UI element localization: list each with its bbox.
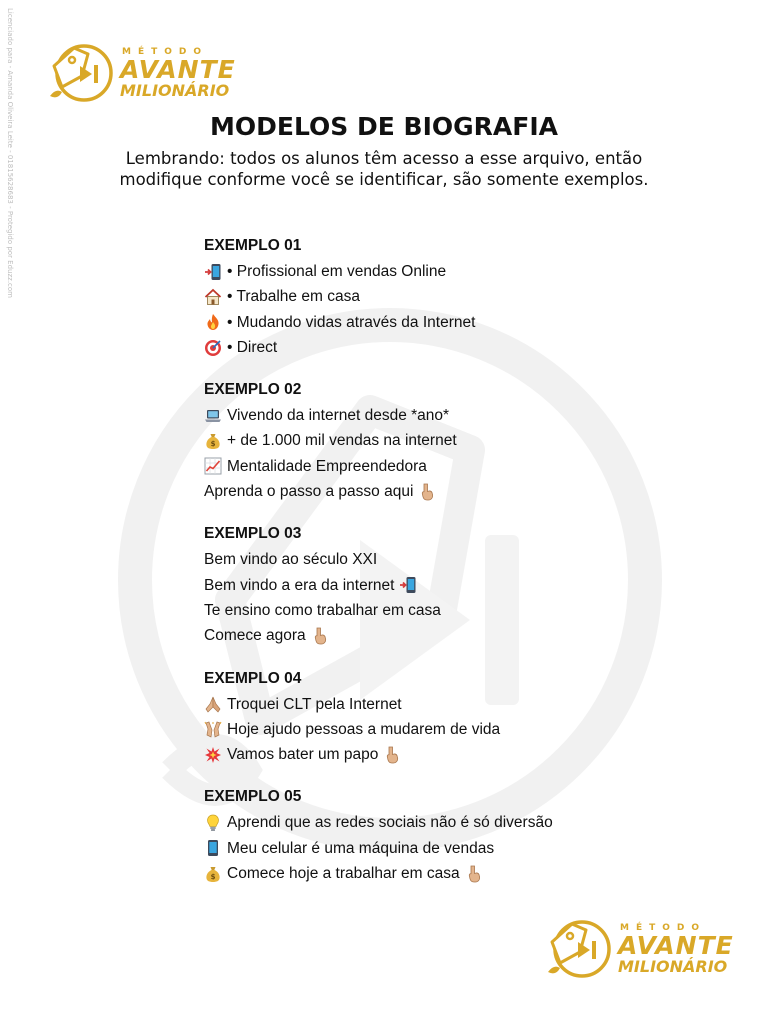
pointing-down-icon: [418, 483, 436, 501]
brand-logo-bottom: [542, 918, 734, 980]
mobile-phone-icon: [204, 839, 222, 857]
laptop-icon: [204, 407, 222, 425]
rocket-logo-icon: [44, 42, 116, 104]
examples-list: [204, 236, 724, 906]
chart-increasing-icon: [204, 457, 222, 475]
bio-line-text: • Direct: [227, 338, 278, 356]
bio-line-text: • Profissional em vendas Online: [227, 263, 447, 280]
mobile-phone-arrow-icon: [204, 263, 222, 281]
bio-line-text: Mentalidade Empreendedora: [227, 457, 427, 475]
bio-line-text: Comece hoje a trabalhar em casa: [227, 865, 460, 883]
logo-milionario-text: MILIONÁRIO: [618, 956, 728, 976]
pointing-down-icon: [383, 746, 401, 764]
bio-line-text: Bem vindo a era da internet: [204, 576, 395, 594]
folded-hands-icon: [204, 695, 222, 713]
intro-line: modifique conforme você se identificar, são somente exemplos.: [119, 170, 649, 189]
bio-line-text: Aprenda o passo a passo aqui: [204, 483, 414, 501]
money-bag-icon: [204, 432, 222, 450]
example-block: [204, 669, 724, 768]
logo-metodo-text: MÉTODO: [122, 46, 209, 57]
bio-line: [204, 335, 724, 360]
example-block: [204, 524, 724, 648]
bio-line: [204, 717, 724, 742]
pointing-down-icon: [311, 627, 329, 645]
rocket-logo-icon: [542, 918, 614, 980]
example-title: EXEMPLO 02: [204, 381, 302, 399]
money-bag-icon: [204, 865, 222, 883]
bio-line: [204, 598, 724, 623]
bio-line: [204, 547, 724, 572]
bio-line-text: Vivendo da internet desde *ano*: [227, 407, 450, 425]
example-block: [204, 380, 724, 504]
bio-line-text: • Trabalhe em casa: [227, 288, 360, 306]
bio-line: [204, 259, 724, 284]
logo-metodo-text: MÉTODO: [620, 922, 707, 933]
example-block: [204, 236, 724, 360]
fire-icon: [204, 313, 222, 331]
bio-line: [204, 836, 724, 861]
bio-line: [204, 742, 724, 767]
page-title: MODELOS DE BIOGRAFIA: [210, 112, 558, 141]
bio-line-text: + de 1.000 mil vendas na internet: [227, 432, 457, 450]
house-icon: [204, 288, 222, 306]
bio-line: [204, 861, 724, 886]
bio-line: [204, 428, 724, 453]
intro-line: Lembrando: todos os alunos têm acesso a esse arquivo, então: [125, 149, 643, 168]
raising-hands-icon: [204, 721, 222, 739]
example-title: EXEMPLO 01: [204, 237, 302, 254]
bio-line: [204, 310, 724, 335]
license-note: Licenciado para - Amanda Oliveira Leite - 01815628683 - Protegido por Eduzz.com: [6, 8, 14, 298]
bio-line: [204, 573, 724, 598]
svg-text:$: $: [210, 440, 216, 449]
svg-text:$: $: [210, 872, 216, 881]
mobile-phone-arrow-icon: [399, 576, 417, 594]
bio-line-text: Meu celular é uma máquina de vendas: [227, 839, 495, 857]
bio-line: [204, 454, 724, 479]
example-title: EXEMPLO 04: [204, 669, 302, 687]
logo-milionario-text: MILIONÁRIO: [120, 80, 230, 100]
bio-line-text: Vamos bater um papo: [227, 746, 379, 764]
intro-paragraph: [60, 148, 708, 190]
bio-line: [204, 623, 724, 648]
collision-icon: [204, 746, 222, 764]
bio-line-text: Bem vindo ao século XXI: [204, 551, 378, 569]
brand-logo-top: [44, 42, 236, 104]
example-title: EXEMPLO 05: [204, 788, 302, 806]
bio-line: [204, 403, 724, 428]
example-block: [204, 787, 724, 886]
bio-line: [204, 284, 724, 309]
example-title: EXEMPLO 03: [204, 525, 302, 543]
bio-line-text: Hoje ajudo pessoas a mudarem de vida: [227, 720, 501, 738]
bio-line-text: Te ensino como trabalhar em casa: [204, 601, 441, 619]
target-icon: [204, 339, 222, 357]
pointing-down-icon: [465, 865, 483, 883]
bio-line-text: Comece agora: [204, 627, 306, 645]
bio-line: [204, 810, 724, 835]
bio-line-text: • Mudando vidas através da Internet: [227, 313, 476, 331]
bio-line: [204, 692, 724, 717]
bio-line: [204, 479, 724, 504]
bio-line-text: Troquei CLT pela Internet: [227, 695, 402, 713]
light-bulb-icon: [204, 814, 222, 832]
bio-line-text: Aprendi que as redes sociais não é só diversão: [227, 814, 553, 832]
logo-avante-text: AVANTE: [120, 54, 236, 84]
logo-avante-text: AVANTE: [618, 930, 734, 960]
